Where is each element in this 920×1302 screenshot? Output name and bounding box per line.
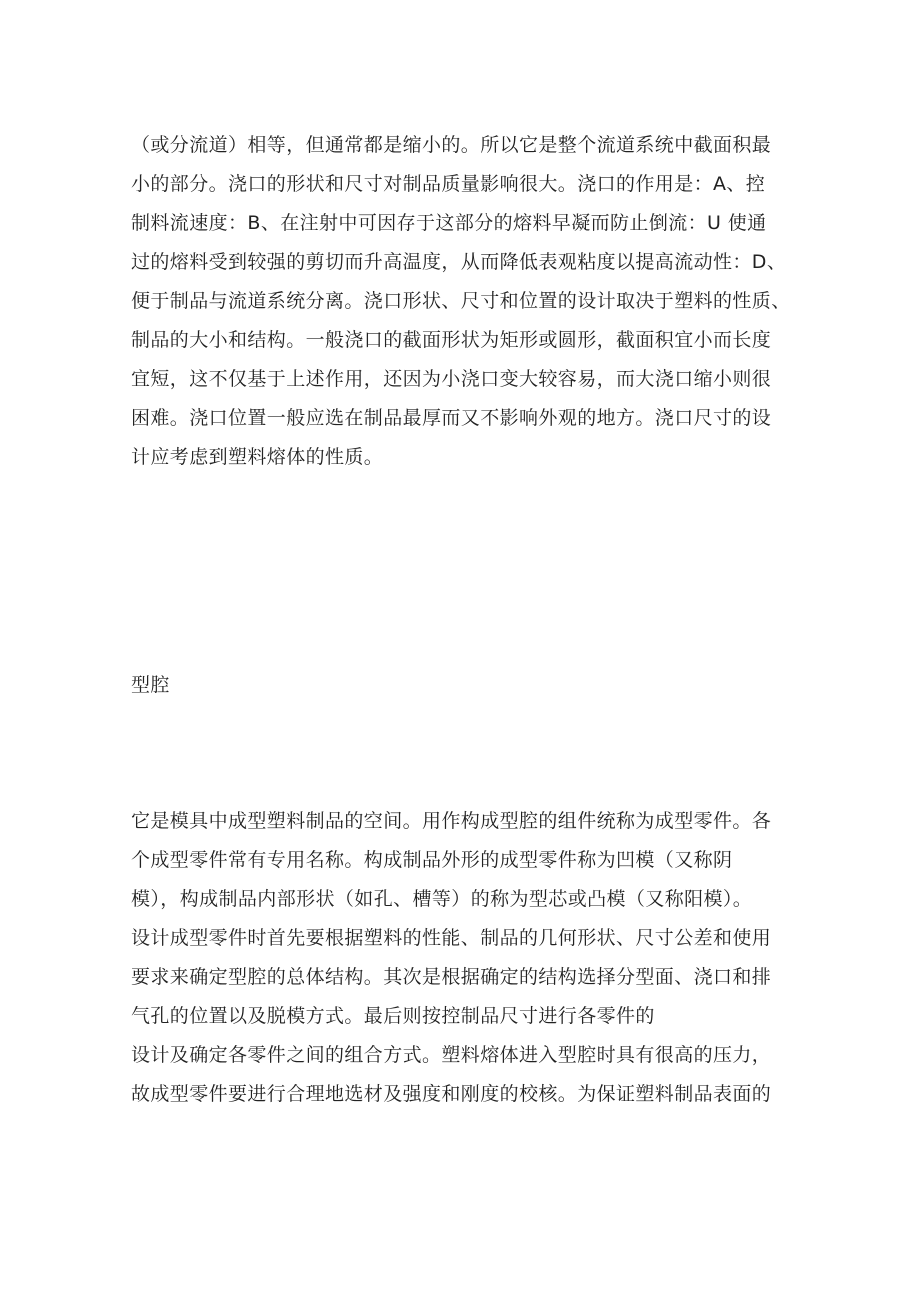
text-line: 制料流速度：B、在注射中可因存于这部分的熔料早凝而防止倒流：U 使通 [131,212,767,234]
text-line: 便于制品与流道系统分离。浇口形状、尺寸和位置的设计取决于塑料的性质、 [131,290,791,312]
text-line: 模），构成制品内部形状（如孔、槽等）的称为型芯或凸模（又称阳模）。 [131,888,753,910]
text-line: 计应考虑到塑料熔体的性质。 [131,446,384,468]
text-line: 个成型零件常有专用名称。构成制品外形的成型零件称为凹模（又称阴 [131,849,733,871]
text-line: 制品的大小和结构。一般浇口的截面形状为矩形或圆形，截面积宜小而长度 [131,329,772,351]
text-line: 小的部分。浇口的形状和尺寸对制品质量影响很大。浇口的作用是：A、控 [131,173,766,195]
text-line: 设计成型零件时首先要根据塑料的性能、制品的几何形状、尺寸公差和使用 [131,927,772,949]
text-line: 气孔的位置以及脱模方式。最后则按控制品尺寸进行各零件的 [131,1005,655,1027]
paragraph-cavity [131,802,811,1114]
text-line: 故成型零件要进行合理地选材及强度和刚度的校核。为保证塑料制品表面的 [131,1083,772,1105]
text-line: 设计及确定各零件之间的组合方式。塑料熔体进入型腔时具有很高的压力， [131,1044,772,1066]
paragraph-gate [131,126,811,477]
text-line: （或分流道）相等，但通常都是缩小的。所以它是整个流道系统中截面积最 [131,134,772,156]
text-line: 困难。浇口位置一般应选在制品最厚而又不影响外观的地方。浇口尺寸的设 [131,407,772,429]
text-line: 它是模具中成型塑料制品的空间。用作构成型腔的组件统称为成型零件。各 [131,810,772,832]
text-line: 要求来确定型腔的总体结构。其次是根据确定的结构选择分型面、浇口和排 [131,966,772,988]
text-line: 宜短，这不仅基于上述作用，还因为小浇口变大较容易，而大浇口缩小则很 [131,368,772,390]
section-heading-text: 型腔 [131,674,170,696]
section-heading [131,666,811,705]
text-line: 过的熔料受到较强的剪切而升高温度，从而降低表观粘度以提高流动性：D、 [131,251,787,273]
